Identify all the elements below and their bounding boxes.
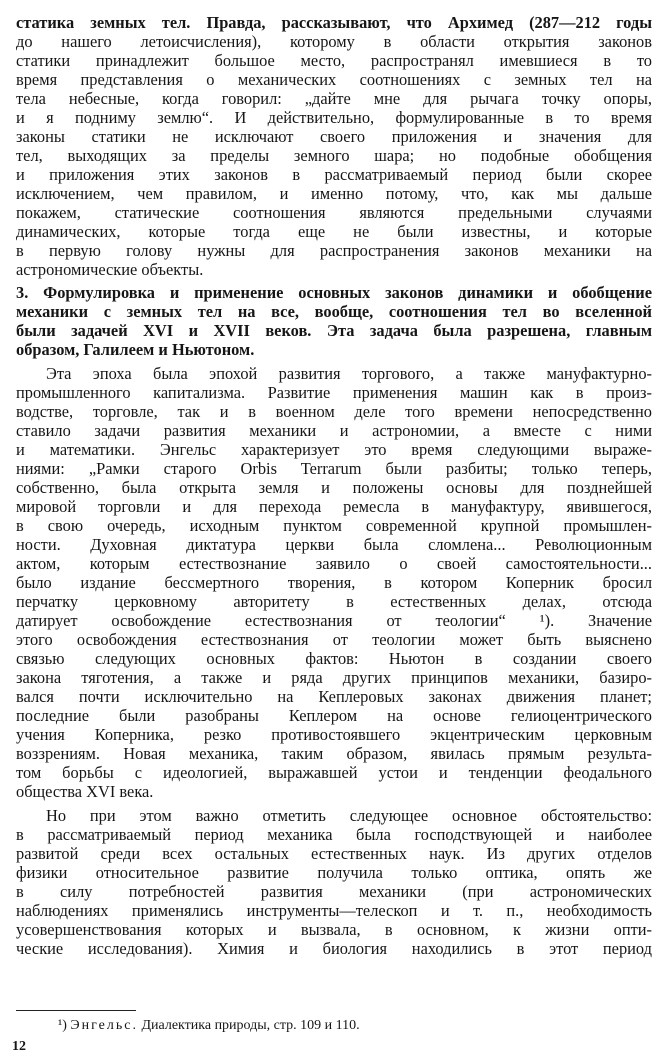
text-line: статики принадлежит большое место, распространял имевшиеся в то	[16, 51, 652, 70]
text-line: в силу потребностей развития механики (при астрономических	[16, 882, 652, 901]
text-line: было издание бессмертного творения, в котором Коперник бросил	[16, 573, 652, 592]
footnote-text: Диалектика природы, стр. 109 и 110.	[141, 1018, 360, 1033]
text-line: время представления о механических соотношениях с земных тел на	[16, 70, 652, 89]
text-line: ниями: „Рамки старого Orbis Terrarum были разбиты; только теперь,	[16, 459, 652, 478]
text-line: механики с земных тел на все, вообще, соотношения тел во вселенной	[16, 302, 652, 321]
text-line: исключением, чем правилом, и именно потому, что, как мы дальше	[16, 184, 652, 203]
text-line: 3. Формулировка и применение основных законов динамики и обобщение	[16, 283, 652, 302]
footnote-mark: ¹)	[58, 1018, 67, 1033]
text-line: этого освобождения естествознания от теологии может быть выяснено	[16, 630, 652, 649]
text-line: усовершенствования которых и вызвала, в основном, к жизни опти-	[16, 920, 652, 939]
text-line: Но при этом важно отметить следующее основное обстоятельство:	[46, 806, 652, 825]
text-line: учения Коперника, резко противостоявшего экцентрическим церковным	[16, 725, 652, 744]
text-line: в рассматриваемый период механика была господствующей и наиболее	[16, 825, 652, 844]
text-line: актом, которым естествознание заявило о своей самостоятельности...	[16, 554, 652, 573]
text-line: статика земных тел. Правда, рассказывают, что Архимед (287—212 годы	[16, 13, 652, 32]
text-line: и приложения этих законов в рассматриваемый период были скорее	[16, 165, 652, 184]
footnote-rule	[16, 1010, 136, 1011]
text-line: Эта эпоха была эпохой развития торгового, а также мануфактурно-	[46, 364, 652, 383]
text-line: до нашего летоисчисления), которому в области открытия законов	[16, 32, 652, 51]
text-line: том борьбы с идеологией, выражавшей устои и тенденции феодального	[16, 763, 652, 782]
footnote	[58, 1017, 360, 1035]
text-line: законы статики не исключают своего приложения и значения для	[16, 127, 652, 146]
text-line: закона тяготения, а также и ряда других принципов механики, базиро-	[16, 668, 652, 687]
footnote-author: Энгельс.	[70, 1018, 138, 1033]
text-line: физики относительное развитие получила только оптика, опять же	[16, 863, 652, 882]
text-line: датирует освобождение естествознания от теологии“ ¹). Значение	[16, 611, 652, 630]
text-line: и математики. Энгельс характеризует это время следующими выраже-	[16, 440, 652, 459]
text-line: тел, выходящих за пределы земного шара; но подобные обобщения	[16, 146, 652, 165]
text-line: покажем, статические соотношения являются предельными случаями	[16, 203, 652, 222]
text-line: образом, Галилеем и Ньютоном.	[16, 340, 255, 359]
text-line: наблюдениях применялись инструменты—телескоп и т. п., необходимость	[16, 901, 652, 920]
text-line: промышленного капитализма. Развитие применения машин как в произ-	[16, 383, 652, 402]
text-line: ставило задачи развития механики и астрономии, а вместе с ними	[16, 421, 652, 440]
text-line: водстве, торговле, так и в военном деле того времени непосредственно	[16, 402, 652, 421]
text-line: перчатку церковному авторитету в естественных делах, отсюда	[16, 592, 652, 611]
text-line: динамических, которые тогда еще не были известны, и которые	[16, 222, 652, 241]
text-line: ческие исследования). Химия и биология находились в этот период	[16, 939, 652, 958]
page-number: 12	[12, 1039, 26, 1054]
text-line: были задачей XVI и XVII веков. Эта задача была разрешена, главным	[16, 321, 652, 340]
text-line: мировой торговли и для перехода ремесла в мануфактуру, явившегося,	[16, 497, 652, 516]
text-line: воззрениям. Новая механика, таким образом, явилась прямым результа-	[16, 744, 652, 763]
text-line: и я подниму землю“. И действительно, формулированные в то время	[16, 108, 652, 127]
text-line: в свою очередь, исходным пунктом современной крупной промышлен-	[16, 516, 652, 535]
text-line: общества XVI века.	[16, 782, 154, 801]
text-line: в первую голову нужны для распространения законов механики на	[16, 241, 652, 260]
text-line: связью следующих основных фактов: Ньютон в создании своего	[16, 649, 652, 668]
text-line: вался почти исключительно на Кеплеровых законах движения планет;	[16, 687, 652, 706]
text-line: ности. Духовная диктатура церкви была сломлена... Революционным	[16, 535, 652, 554]
text-line: последние были разобраны Кеплером на основе гелиоцентрического	[16, 706, 652, 725]
text-line: развитой среди всех остальных естественных наук. Из других отделов	[16, 844, 652, 863]
text-line: собственно, была открыта земля и положены основы для позднейшей	[16, 478, 652, 497]
text-line: тела небесные, когда говорил: „дайте мне для рычага точку опоры,	[16, 89, 652, 108]
text-line: астрономические объекты.	[16, 260, 204, 279]
